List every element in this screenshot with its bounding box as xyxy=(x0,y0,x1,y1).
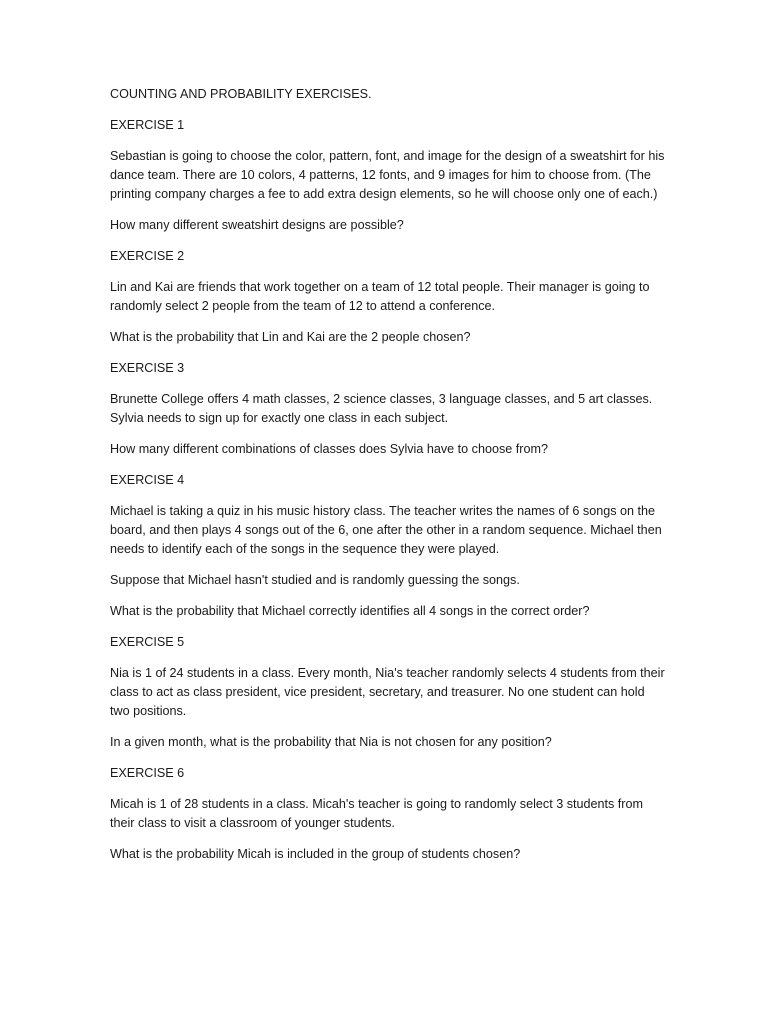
exercise-question: How many different combinations of classes does Sylvia have to choose from? xyxy=(110,442,548,456)
exercise-problem: Micah is 1 of 28 students in a class. Micah's teacher is going to randomly select 3 students from their class to visit a classroom of younger students. xyxy=(110,797,643,830)
exercise-question: What is the probability that Michael correctly identifies all 4 songs in the correct order? xyxy=(110,604,590,618)
exercise-heading: EXERCISE 5 xyxy=(110,635,185,649)
exercise-question: How many different sweatshirt designs are possible? xyxy=(110,218,404,232)
document-title: COUNTING AND PROBABILITY EXERCISES. xyxy=(110,87,372,101)
exercise-question: What is the probability Micah is included in the group of students chosen? xyxy=(110,847,521,861)
exercise-1 xyxy=(110,116,668,235)
exercise-3 xyxy=(110,359,668,459)
exercise-heading: EXERCISE 6 xyxy=(110,766,185,780)
exercise-4 xyxy=(110,471,668,621)
exercise-6 xyxy=(110,764,668,864)
exercise-problem: Sebastian is going to choose the color, pattern, font, and image for the design of a sweatshirt for his dance team. There are 10 colors, 4 patterns, 12 fonts, and 9 images for him to choose from. (The printing company charges a fee to add extra design elements, so he will choose only one of each.) xyxy=(110,149,665,201)
exercise-heading: EXERCISE 2 xyxy=(110,249,185,263)
exercise-heading: EXERCISE 3 xyxy=(110,361,185,375)
exercise-problem: Michael is taking a quiz in his music history class. The teacher writes the names of 6 songs on the board, and then plays 4 songs out of the 6, one after the other in a random sequence. Michael then needs to identify each of the songs in the sequence they were played. xyxy=(110,504,662,556)
exercise-question: In a given month, what is the probability that Nia is not chosen for any position? xyxy=(110,735,552,749)
exercise-heading: EXERCISE 1 xyxy=(110,118,185,132)
exercise-2 xyxy=(110,247,668,347)
exercise-problem: Lin and Kai are friends that work together on a team of 12 total people. Their manager is going to randomly select 2 people from the team of 12 to attend a conference. xyxy=(110,280,650,313)
exercise-5 xyxy=(110,633,668,752)
exercise-heading: EXERCISE 4 xyxy=(110,473,185,487)
exercise-problem: Brunette College offers 4 math classes, 2 science classes, 3 language classes, and 5 art classes. Sylvia needs to sign up for exactly one class in each subject. xyxy=(110,392,653,425)
exercise-question: What is the probability that Lin and Kai are the 2 people chosen? xyxy=(110,330,471,344)
exercise-problem: Nia is 1 of 24 students in a class. Every month, Nia's teacher randomly selects 4 students from their class to act as class president, vice president, secretary, and treasurer. No one student can hold two positions. xyxy=(110,666,665,718)
exercise-assumption: Suppose that Michael hasn't studied and is randomly guessing the songs. xyxy=(110,573,520,587)
